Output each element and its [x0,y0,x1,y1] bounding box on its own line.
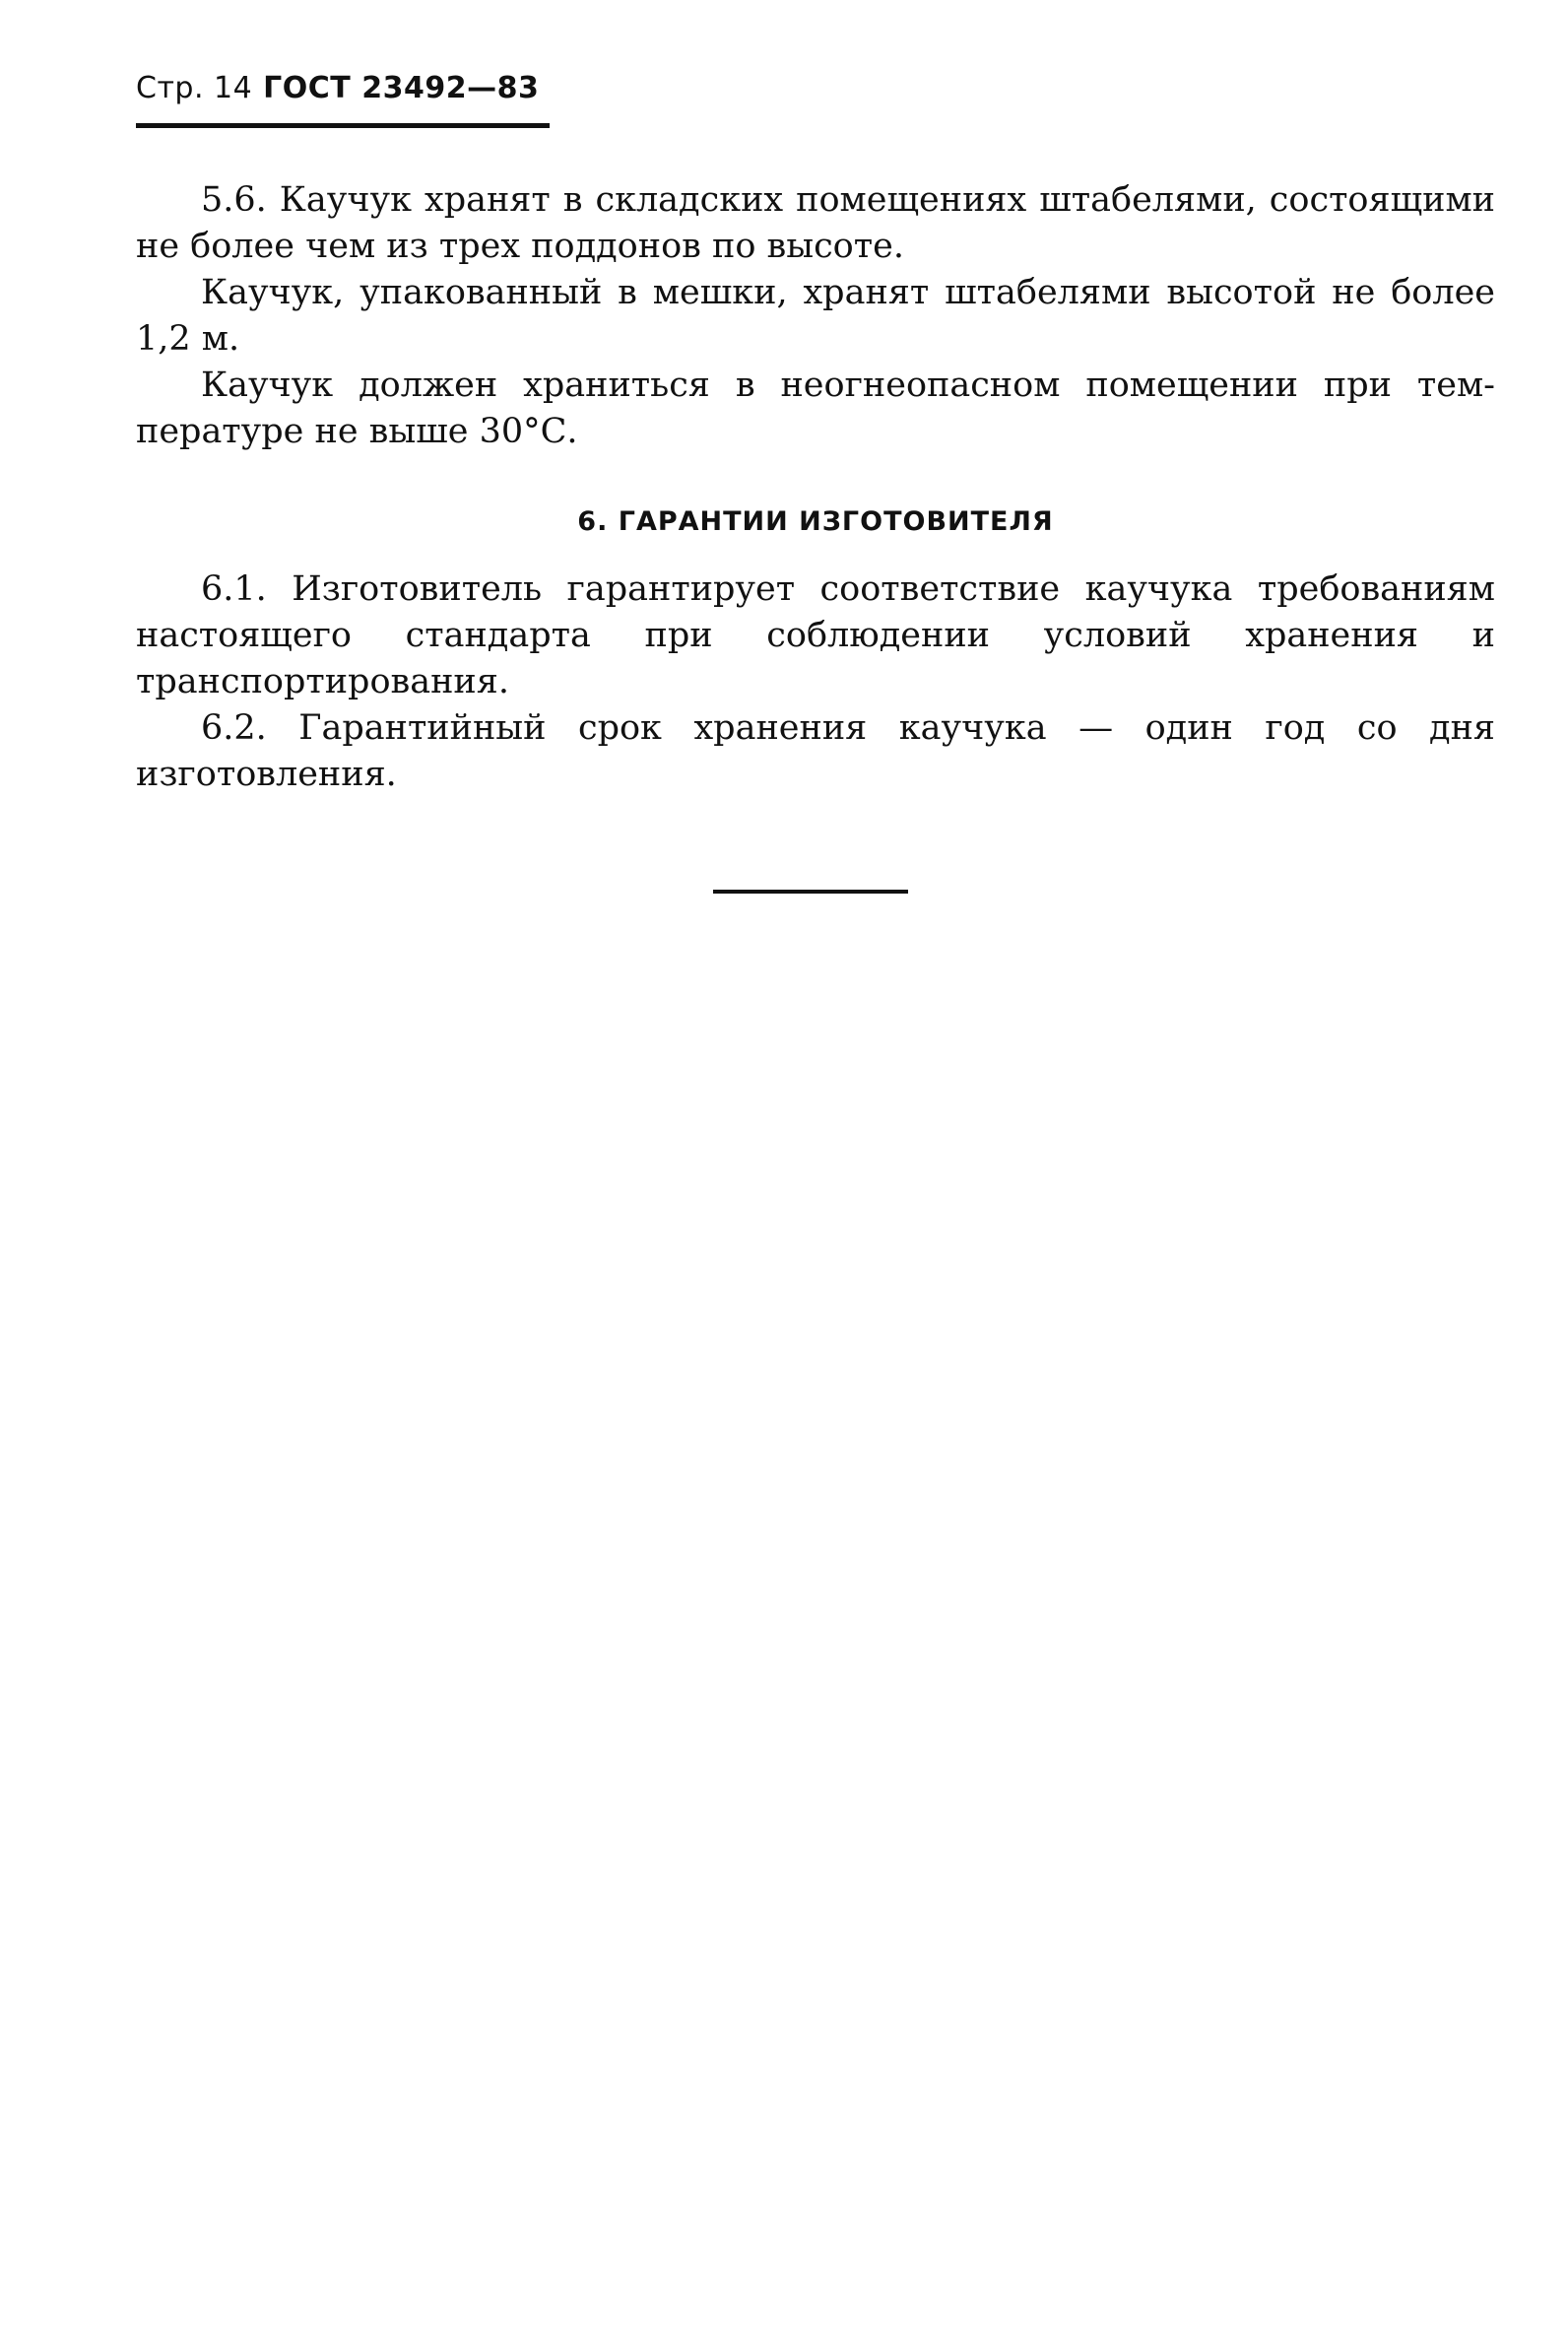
running-header [136,69,550,108]
paragraph-6-2: 6.2. Гарантийный срок хранения каучука — один год со дня изготовления. [136,708,1495,794]
paragraph-6-1: 6.1. Изготовитель гарантирует соответствие каучука требованиям настоящего стандарта при соблюдении условий хранения и транспортирования. [136,569,1495,701]
paragraph-bag-storage: Каучук, упакованный в мешки, хранят штабелями высотой не более 1,2 м. [136,273,1495,359]
standard-designation: ГОСТ 23492—83 [263,71,540,105]
section-5-body [136,177,1495,455]
paragraph-storage-temperature: Каучук должен храниться в неогнеопасном помещении при температуре не выше 30°С. [136,366,1495,451]
paragraph-5-6: 5.6. Каучук хранят в складских помещениях штабелями, состоящими не более чем из трех поддонов по высоте. [136,180,1495,266]
header-rule [136,123,550,128]
end-rule [713,890,908,894]
section-6-body [136,566,1495,798]
section-6-heading: 6. ГАРАНТИИ ИЗГОТОВИТЕЛЯ [577,506,1054,537]
page-number: Стр. 14 [136,71,253,105]
